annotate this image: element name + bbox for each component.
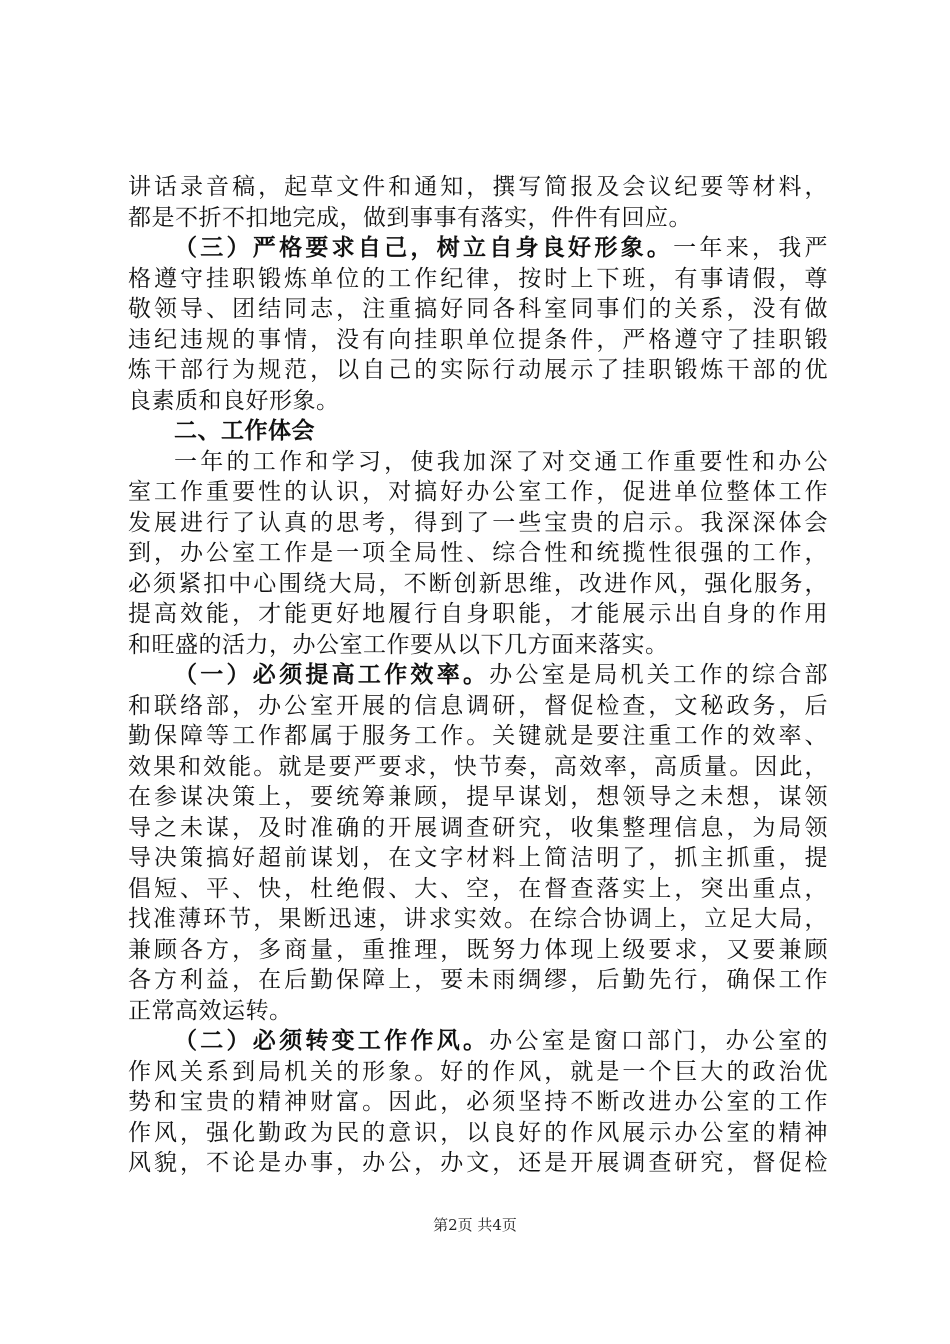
line-text: 风貌，不论是办事，办公，办文，还是开展调查研究，督促检 bbox=[128, 1150, 828, 1176]
text-line bbox=[128, 904, 828, 935]
section-heading: （一）必须提高工作效率。 bbox=[174, 661, 490, 688]
page-number-footer: 第2页 共4页 bbox=[433, 1216, 517, 1234]
text-line bbox=[128, 1148, 828, 1179]
text-line bbox=[128, 386, 828, 417]
line-text: 和联络部，办公室开展的信息调研，督促检查，文秘政务，后 bbox=[128, 692, 828, 719]
line-text: 发展进行了认真的思考，得到了一些宝贵的启示。我深深体会 bbox=[128, 509, 828, 536]
chapter-heading: 二、工作体会 bbox=[174, 417, 315, 444]
text-line bbox=[128, 569, 828, 600]
line-text: 讲话录音稿，起草文件和通知，撰写简报及会议纪要等材料， bbox=[128, 174, 828, 200]
line-text: 各方利益，在后勤保障上，要未雨绸缪，后勤先行，确保工作 bbox=[128, 967, 828, 993]
line-text: 在参谋决策上，要统筹兼顾，提早谋划，想领导之未想，谋领 bbox=[128, 784, 828, 810]
line-text: 兼顾各方，多商量，重推理，既努力体现上级要求，又要兼顾 bbox=[128, 936, 828, 963]
text-line bbox=[128, 996, 828, 1027]
section-heading-line bbox=[128, 1026, 828, 1057]
text-line bbox=[128, 1057, 828, 1088]
text-line bbox=[128, 264, 828, 295]
text-line bbox=[128, 813, 828, 844]
section-heading: （二）必须转变工作作风。 bbox=[174, 1027, 490, 1054]
line-text: 一年来，我严 bbox=[673, 235, 829, 261]
line-text: 炼干部行为规范，以自己的实际行动展示了挂职锻炼干部的优 bbox=[128, 357, 828, 383]
line-text: 势和宝贵的精神财富。因此，必须坚持不断改进办公室的工作 bbox=[128, 1089, 828, 1115]
line-text: 找准薄环节，果断迅速，讲求实效。在综合协调上，立足大局， bbox=[128, 906, 828, 932]
line-text: 格遵守挂职锻炼单位的工作纪律，按时上下班，有事请假，尊 bbox=[128, 265, 828, 292]
text-line bbox=[128, 874, 828, 905]
line-text: 勤保障等工作都属于服务工作。关键就是要注重工作的效率、 bbox=[128, 723, 828, 749]
line-text: 到，办公室工作是一项全局性、综合性和统揽性很强的工作， bbox=[128, 540, 828, 566]
section-heading-line bbox=[128, 660, 828, 691]
text-line bbox=[128, 355, 828, 386]
text-line bbox=[128, 508, 828, 539]
line-text: 作风，强化勤政为民的意识，以良好的作风展示办公室的精神 bbox=[128, 1119, 828, 1146]
text-line bbox=[128, 721, 828, 752]
line-text: 导决策搞好超前谋划，在文字材料上简洁明了，抓主抓重，提 bbox=[128, 845, 828, 871]
section-heading: （三）严格要求自己，树立自身良好形象。 bbox=[174, 234, 674, 261]
line-text: 必须紧扣中心围绕大局，不断创新思维，改进作风，强化服务， bbox=[128, 570, 828, 597]
text-line bbox=[128, 1118, 828, 1149]
text-line bbox=[128, 630, 828, 661]
line-text: 正常高效运转。 bbox=[128, 997, 293, 1024]
text-line bbox=[128, 782, 828, 813]
line-text: 违纪违规的事情，没有向挂职单位提条件，严格遵守了挂职锻 bbox=[128, 326, 828, 353]
text-line bbox=[128, 599, 828, 630]
line-text: 效果和效能。就是要严要求，快节奏，高效率，高质量。因此， bbox=[128, 753, 828, 780]
line-text: 导之未谋，及时准确的开展调查研究，收集整理信息，为局领 bbox=[128, 814, 828, 841]
text-line bbox=[128, 935, 828, 966]
text-line bbox=[128, 965, 828, 996]
text-line bbox=[128, 203, 828, 234]
line-text: 作风关系到局机关的形象。好的作风，就是一个巨大的政治优 bbox=[128, 1058, 828, 1085]
text-line bbox=[128, 538, 828, 569]
line-text: 提高效能，才能更好地履行自身职能，才能展示出自身的作用 bbox=[128, 601, 828, 627]
text-line bbox=[128, 172, 828, 203]
text-line bbox=[128, 477, 828, 508]
chapter-heading-line bbox=[128, 416, 828, 447]
line-text: 办公室是窗口部门，办公室的 bbox=[489, 1028, 829, 1054]
line-text: 都是不折不扣地完成，做到事事有落实，件件有回应。 bbox=[128, 204, 692, 231]
text-line bbox=[128, 843, 828, 874]
text-line bbox=[128, 294, 828, 325]
document-body bbox=[128, 172, 828, 1179]
line-text: 敬领导、团结同志，注重搞好同各科室同事们的关系，没有做 bbox=[128, 296, 828, 322]
line-text: 室工作重要性的认识，对搞好办公室工作，促进单位整体工作 bbox=[128, 479, 828, 505]
line-text: 和旺盛的活力，办公室工作要从以下几方面来落实。 bbox=[128, 631, 669, 658]
line-text: 一年的工作和学习，使我加深了对交通工作重要性和办公 bbox=[174, 448, 828, 475]
text-line bbox=[128, 752, 828, 783]
text-line bbox=[128, 1087, 828, 1118]
text-line bbox=[128, 447, 828, 478]
line-text: 倡短、平、快，杜绝假、大、空，在督查落实上，突出重点， bbox=[128, 875, 828, 902]
line-text: 办公室是局机关工作的综合部 bbox=[489, 662, 829, 688]
section-heading-line bbox=[128, 233, 828, 264]
text-line bbox=[128, 325, 828, 356]
line-text: 良素质和良好形象。 bbox=[128, 387, 340, 414]
text-line bbox=[128, 691, 828, 722]
